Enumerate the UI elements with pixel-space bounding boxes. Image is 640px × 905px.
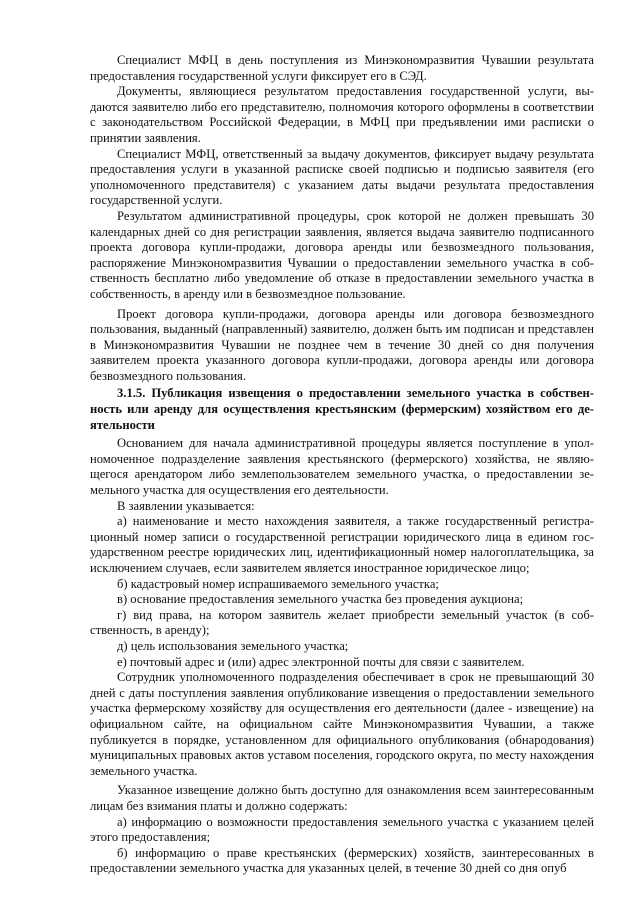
paragraph-mfc-fixation: Специалист МФЦ в день поступления из Минэкономразвития Чувашии результата предоставления государственной услуги фиксирует его в СЭД.: [90, 53, 594, 83]
list-item-g-right-type: г) вид права, на котором заявитель желает приобрести земельный участок (в собственность, в аренду);: [90, 607, 594, 638]
paragraph-procedure-result: Результатом административной процедуры, срок которой не должен превышать 30 календарных дней со дня регистрации заявления, является выдача заявителю подписанного проекта договора купли-продажи, договора аренды или безвозмездного пользования, распоряжение Минэкономразвития Чувашии о предоставлении земельного участка в собственность бесплатно либо уведомление об отказе в предоставлении земельного участка в собственность, в аренду или в безвозмездное пользование.: [90, 208, 594, 301]
paragraph-issuance-record: Специалист МФЦ, ответственный за выдачу документов, фиксирует выдачу результата предоставления услуги в указанной расписке своей подписью и подписью заявителя (его уполномоченного представителя) с указанием даты выдачи результата предоставления государственной услуги.: [90, 146, 594, 208]
list-item-e-contact-address: е) почтовый адрес и (или) адрес электронной почты для связи с заявителем.: [117, 654, 525, 669]
list-item-b-cadastral-number: б) кадастровый номер испрашиваемого земельного участка;: [117, 576, 439, 591]
paragraph-contract-draft: Проект договора купли-продажи, договора аренды или договора безвозмездного пользования, выданный (направленный) заявителю, должен быть им подписан и представлен в Минэкономразвития Чувашии не позднее чем в течение 30 дней со дня получения заявителем проекта указанного договора купли-продажи, договора аренды или договора безвозмездного пользования.: [90, 306, 594, 383]
list-item-v-basis: в) основание предоставления земельного участка без проведения аукциона;: [117, 592, 524, 607]
paragraph-notice-publication: Сотрудник уполномоченного подразделения обеспечивает в срок не превышающий 30 дней с даты поступления заявления опубликование извещения о предоставлении земельного участка фермерскому хозяйству для осуществления его деятельности (далее - извещение) на официальном сайте, на официальном сайте Минэкономразвития Чувашии, а также публикуется в порядке, установленном для официального опубликования (обнародования) муниципальных правовых актов уставом поселения, городского округа, по месту нахождения земельного участка.: [90, 670, 594, 778]
paragraph-procedure-basis: Основанием для начала административной процедуры является поступление в уполномоченное подразделение заявления крестьянского (фермерского) хозяйства, не являющегося арендатором либо землепользователем земельного участка, о предоставлении земельного участка для осуществления его деятельности.: [90, 436, 594, 498]
list-item-a-applicant: а) наименование и место нахождения заявителя, а также государственный регистрационный номер записи о государственной регистрации юридического лица в едином государственном реестре юридических лиц, идентификационный номер налогоплательщика, за исключением случаев, если заявителем является иностранное юридическое лицо;: [90, 514, 594, 575]
paragraph-application-contents-intro: В заявлении указывается:: [117, 498, 255, 513]
paragraph-documents-issuance: Документы, являющиеся результатом предоставления государственной услуги, выдаются заявителю либо его представителю, полномочия которого оформлены в соответствии с законодательством Российской Федерации, в МФЦ при предъявлении ими расписки о принятии заявления.: [90, 84, 594, 145]
paragraph-notice-availability: Указанное извещение должно быть доступно для ознакомления всем заинтересованным лицам без взимания платы и должно содержать:: [90, 783, 594, 813]
list-item-d-purpose: д) цель использования земельного участка;: [117, 638, 349, 653]
section-heading-3-1-5: 3.1.5. Публикация извещения о предоставлении земельного участка в собственность или аренду для осуществления крестьянским (фермерским) хозяйством его деятельности: [90, 386, 594, 432]
list-item-b-farm-right: б) информацию о праве крестьянских (фермерских) хозяйств, заинтересованных в предоставлении земельного участка для указанных целей, в течение 30 дней со дня опуб: [90, 845, 594, 876]
list-item-a-possibility: а) информацию о возможности предоставления земельного участка с указанием целей этого предоставления;: [90, 814, 594, 845]
